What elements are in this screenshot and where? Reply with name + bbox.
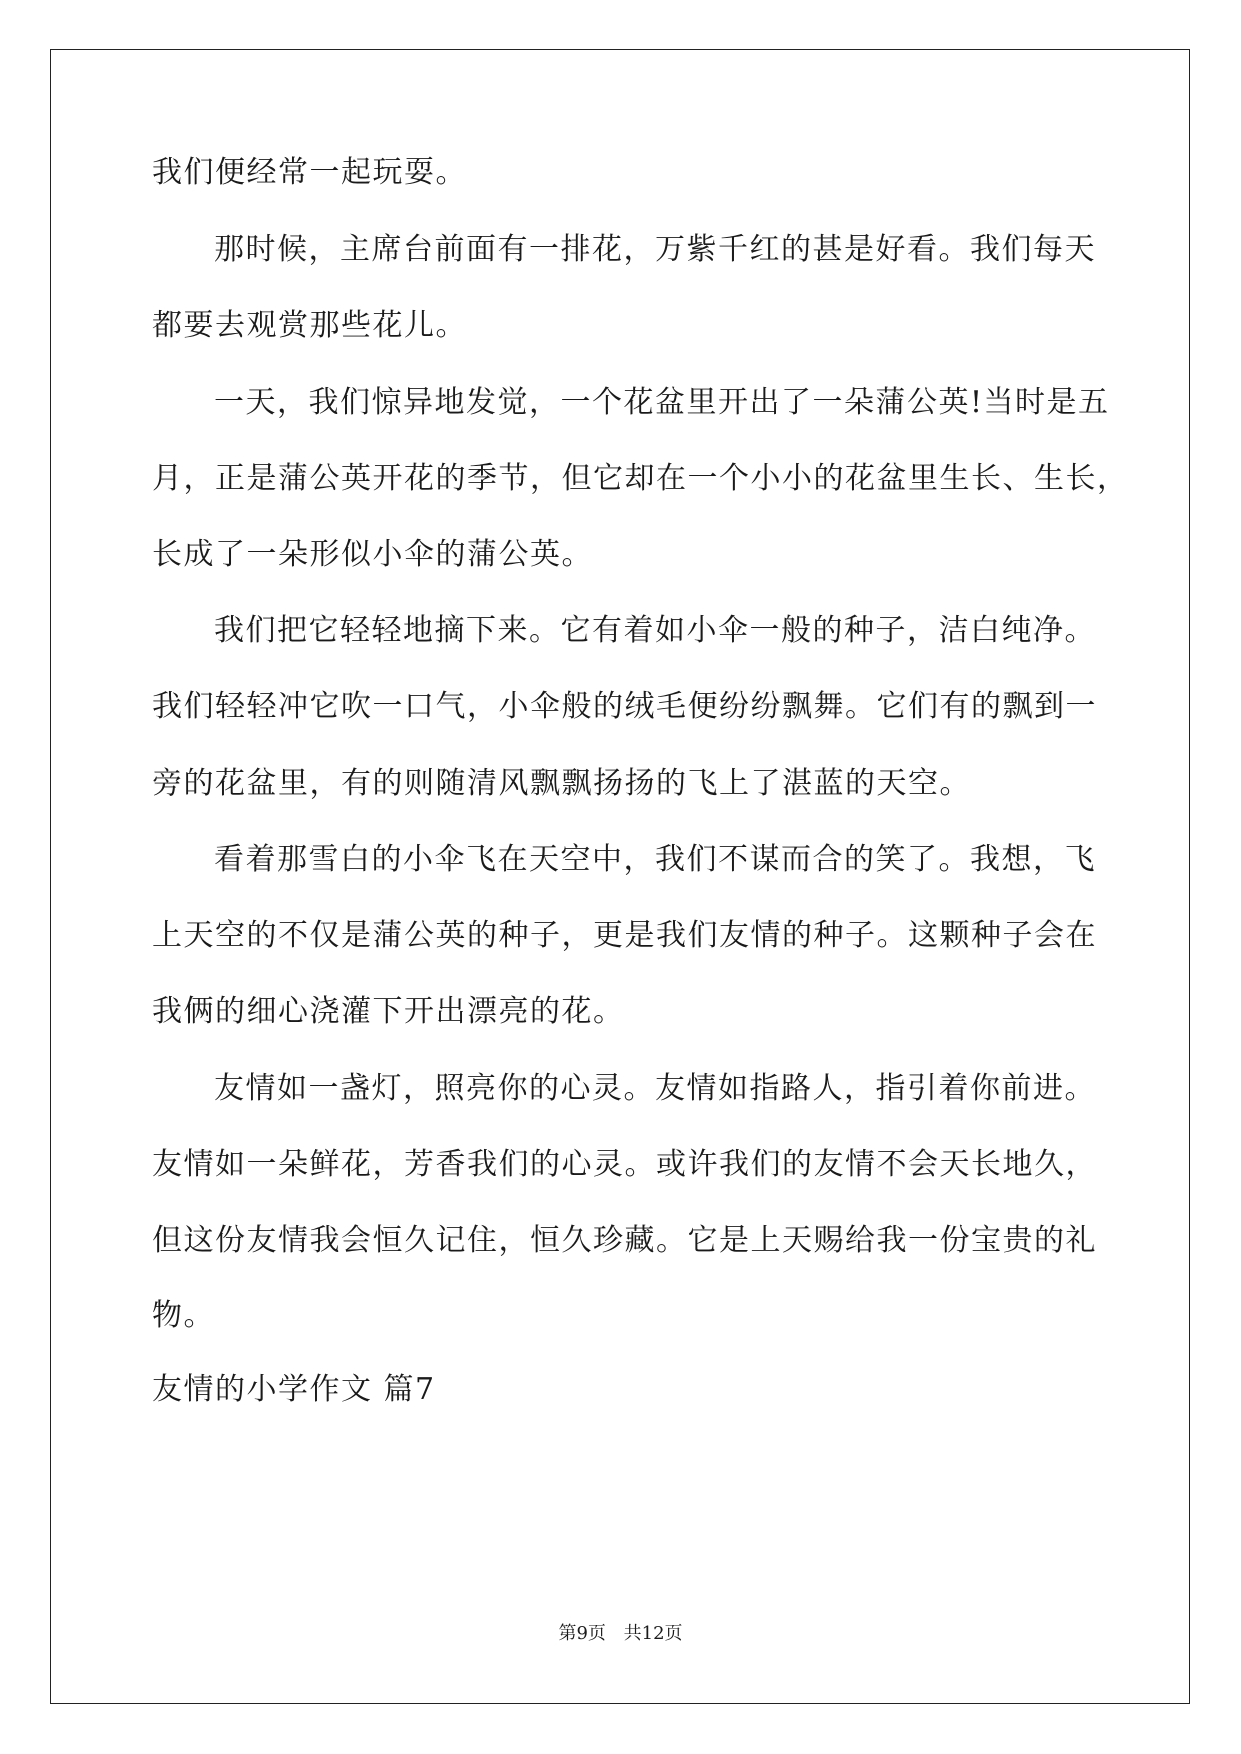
page-total: 共12页	[623, 1623, 683, 1644]
page-footer	[0, 1622, 1241, 1646]
text-line: 友情如一朵鲜花，芳香我们的心灵。或许我们的友情不会天长地久，	[152, 1147, 1097, 1182]
paragraph-start-line: 一天，我们惊异地发觉，一个花盆里开出了一朵蒲公英!当时是五	[214, 385, 1110, 420]
text-line: 上天空的不仅是蒲公英的种子，更是我们友情的种子。这颗种子会在	[152, 918, 1097, 953]
paragraph-start-line: 看着那雪白的小伞飞在天空中，我们不谋而合的笑了。我想，飞	[214, 842, 1096, 877]
paragraph-start-line: 友情如一盏灯，照亮你的心灵。友情如指路人，指引着你前进。	[214, 1071, 1096, 1106]
text-line: 我们便经常一起玩耍。	[152, 155, 467, 190]
paragraph-start-line: 那时候，主席台前面有一排花，万紫千红的甚是好看。我们每天	[214, 232, 1096, 267]
text-line: 月，正是蒲公英开花的季节，但它却在一个小小的花盆里生长、生长，	[152, 461, 1129, 496]
text-line: 长成了一朵形似小伞的蒲公英。	[152, 537, 593, 572]
section-heading: 友情的小学作文 篇7	[152, 1372, 436, 1407]
text-line: 旁的花盆里，有的则随清风飘飘扬扬的飞上了湛蓝的天空。	[152, 766, 971, 801]
page-number: 第9页	[558, 1623, 606, 1644]
paragraph-start-line: 我们把它轻轻地摘下来。它有着如小伞一般的种子，洁白纯净。	[214, 613, 1096, 648]
text-line: 我们轻轻冲它吹一口气，小伞般的绒毛便纷纷飘舞。它们有的飘到一	[152, 689, 1097, 724]
text-line: 我俩的细心浇灌下开出漂亮的花。	[152, 994, 625, 1029]
text-line: 都要去观赏那些花儿。	[152, 308, 467, 343]
text-line: 但这份友情我会恒久记住，恒久珍藏。它是上天赐给我一份宝贵的礼	[152, 1223, 1097, 1258]
text-line: 物。	[152, 1298, 215, 1333]
